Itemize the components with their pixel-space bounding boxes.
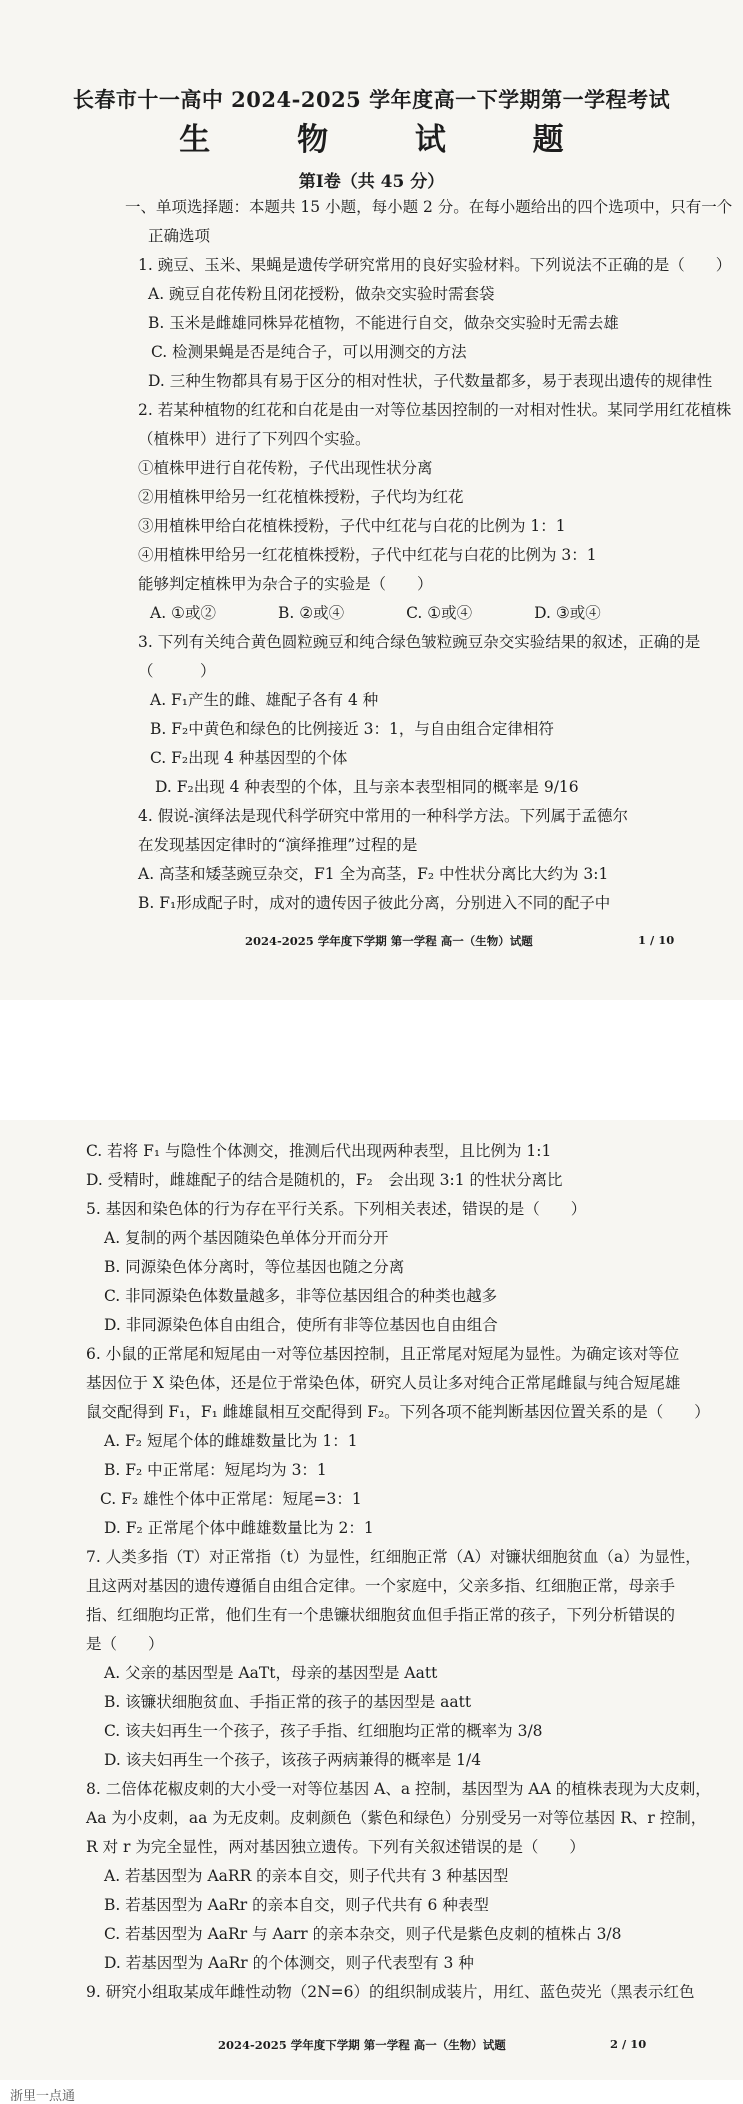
question-8-option-b: B. 若基因型为 AaRr 的亲本自交，则子代共有 6 种表型 xyxy=(104,1896,489,1914)
question-4-option-d: D. 受精时，雌雄配子的结合是随机的，F₂ 会出现 3:1 的性状分离比 xyxy=(86,1171,563,1189)
watermark: 浙里一点通 xyxy=(10,2088,76,2103)
question-7-option-a: A. 父亲的基因型是 AaTt，母亲的基因型是 Aatt xyxy=(104,1664,438,1682)
question-6-stem-cont-1: 基因位于 X 染色体，还是位于常染色体，研究人员让多对纯合正常尾雌鼠与纯合短尾雄 xyxy=(86,1374,681,1392)
question-7-option-c: C. 该夫妇再生一个孩子，孩子手指、红细胞均正常的概率为 3/8 xyxy=(104,1722,543,1740)
subject-title: 生 物 试 题 xyxy=(179,122,602,158)
question-6-stem-cont-2: 鼠交配得到 F₁，F₁ 雌雄鼠相互交配得到 F₂。下列各项不能判断基因位置关系的是（ ） xyxy=(86,1403,710,1421)
question-7-option-b: B. 该镰状细胞贫血、手指正常的孩子的基因型是 aatt xyxy=(104,1693,472,1711)
section-title: 第Ⅰ卷（共 45 分） xyxy=(298,172,445,192)
exam-page-2 xyxy=(0,1120,743,2080)
section-instruction-cont: 正确选项 xyxy=(148,227,211,245)
question-3-stem: 3. 下列有关纯合黄色圆粒豌豆和纯合绿色皱粒豌豆杂交实验结果的叙述，正确的是 xyxy=(138,633,701,651)
section-instruction: 一、单项选择题：本题共 15 小题，每小题 2 分。在每小题给出的四个选项中，只有一个 xyxy=(125,198,733,216)
question-2-experiment-4: ④用植株甲给另一红花植株授粉，子代中红花与白花的比例为 3：1 xyxy=(138,546,597,564)
question-2-options: A. ①或② B. ②或④ C. ①或④ D. ③或④ xyxy=(150,604,601,622)
question-6-stem: 6. 小鼠的正常尾和短尾由一对等位基因控制，且正常尾对短尾为显性。为确定该对等位 xyxy=(86,1345,680,1363)
question-8-stem-cont-1: Aa 为小皮刺，aa 为无皮刺。皮刺颜色（紫色和绿色）分别受另一对等位基因 R、r 控制， xyxy=(86,1809,707,1827)
page-gap xyxy=(0,1000,743,1120)
question-8-stem-cont-2: R 对 r 为完全显性，两对基因独立遗传。下列有关叙述错误的是（ ） xyxy=(86,1838,585,1856)
question-7-stem-cont-3: 是（ ） xyxy=(86,1635,164,1653)
question-1-option-a: A. 豌豆自花传粉且闭花授粉，做杂交实验时需套袋 xyxy=(148,285,495,303)
question-2-experiment-3: ③用植株甲给白花植株授粉，子代中红花与白花的比例为 1：1 xyxy=(138,517,566,535)
question-8-stem: 8. 二倍体花椒皮刺的大小受一对等位基因 A、a 控制，基因型为 AA 的植株表现为大皮刺， xyxy=(86,1780,711,1798)
question-3-option-b: B. F₂中黄色和绿色的比例接近 3：1，与自由组合定律相符 xyxy=(150,720,554,738)
question-8-option-a: A. 若基因型为 AaRR 的亲本自交，则子代共有 3 种基因型 xyxy=(104,1867,509,1885)
page-1-footer: 2024-2025 学年度下学期 第一学程 高一（生物）试题 xyxy=(245,934,533,948)
question-2-experiment-2: ②用植株甲给另一红花植株授粉，子代均为红花 xyxy=(138,488,464,506)
question-4-option-c: C. 若将 F₁ 与隐性个体测交，推测后代出现两种表型，且比例为 1:1 xyxy=(86,1142,552,1160)
exam-page-1 xyxy=(0,0,743,1000)
question-5-option-b: B. 同源染色体分离时，等位基因也随之分离 xyxy=(104,1258,405,1276)
question-6-option-c: C. F₂ 雄性个体中正常尾：短尾=3：1 xyxy=(100,1490,362,1508)
question-7-stem: 7. 人类多指（T）对正常指（t）为显性，红细胞正常（A）对镰状细胞贫血（a）为显性， xyxy=(86,1548,701,1566)
question-4-stem-cont: 在发现基因定律时的“演绎推理”过程的是 xyxy=(138,836,418,854)
question-4-stem: 4. 假说-演绎法是现代科学研究中常用的一种科学方法。下列属于孟德尔 xyxy=(138,807,628,825)
question-5-option-a: A. 复制的两个基因随染色单体分开而分开 xyxy=(104,1229,389,1247)
page-2-number: 2 / 10 xyxy=(610,2037,647,2051)
question-4-option-a: A. 高茎和矮茎豌豆杂交，F1 全为高茎，F₂ 中性状分离比大约为 3:1 xyxy=(138,865,609,883)
question-5-stem: 5. 基因和染色体的行为存在平行关系。下列相关表述，错误的是（ ） xyxy=(86,1200,587,1218)
question-8-option-c: C. 若基因型为 AaRr 与 Aarr 的亲本杂交，则子代是紫色皮刺的植株占 3/8 xyxy=(104,1925,622,1943)
question-9-stem: 9. 研究小组取某成年雌性动物（2N=6）的组织制成装片，用红、蓝色荧光（黑表示红色 xyxy=(86,1983,695,2001)
question-2-experiment-1: ①植株甲进行自花传粉，子代出现性状分离 xyxy=(138,459,433,477)
question-3-option-d: D. F₂出现 4 种表型的个体，且与亲本表型相同的概率是 9/16 xyxy=(155,778,579,796)
question-8-option-d: D. 若基因型为 AaRr 的个体测交，则子代表型有 3 种 xyxy=(104,1954,474,1972)
question-6-option-d: D. F₂ 正常尾个体中雌雄数量比为 2：1 xyxy=(104,1519,374,1537)
question-1-option-c: C. 检测果蝇是否是纯合子，可以用测交的方法 xyxy=(151,343,467,361)
page-2-footer: 2024-2025 学年度下学期 第一学程 高一（生物）试题 xyxy=(218,2038,506,2052)
question-1-stem: 1. 豌豆、玉米、果蝇是遗传学研究常用的良好实验材料。下列说法不正确的是（ ） xyxy=(138,256,732,274)
question-7-stem-cont-1: 且这两对基因的遗传遵循自由组合定律。一个家庭中，父亲多指、红细胞正常，母亲手 xyxy=(86,1577,676,1595)
question-3-option-c: C. F₂出现 4 种基因型的个体 xyxy=(150,749,348,767)
question-4-option-b: B. F₁形成配子时，成对的遗传因子彼此分离，分别进入不同的配子中 xyxy=(138,894,611,912)
question-7-option-d: D. 该夫妇再生一个孩子，该孩子两病兼得的概率是 1/4 xyxy=(104,1751,482,1769)
question-1-option-b: B. 玉米是雌雄同株异花植物，不能进行自交，做杂交实验时无需去雄 xyxy=(148,314,619,332)
question-2-stem-cont: （植株甲）进行了下列四个实验。 xyxy=(138,430,371,448)
page-1-number: 1 / 10 xyxy=(638,933,675,947)
question-2-prompt: 能够判定植株甲为杂合子的实验是（ ） xyxy=(138,575,433,593)
question-5-option-c: C. 非同源染色体数量越多，非等位基因组合的种类也越多 xyxy=(104,1287,498,1305)
question-6-option-b: B. F₂ 中正常尾：短尾均为 3：1 xyxy=(104,1461,327,1479)
question-3-stem-cont: （ ） xyxy=(138,662,216,680)
question-1-option-d: D. 三种生物都具有易于区分的相对性状，子代数量都多，易于表现出遗传的规律性 xyxy=(148,372,713,390)
question-7-stem-cont-2: 指、红细胞均正常，他们生有一个患镰状细胞贫血但手指正常的孩子，下列分析错误的 xyxy=(86,1606,676,1624)
question-3-option-a: A. F₁产生的雌、雄配子各有 4 种 xyxy=(150,691,379,709)
exam-title: 长春市十一高中 2024-2025 学年度高一下学期第一学程考试 xyxy=(72,87,671,112)
question-6-option-a: A. F₂ 短尾个体的雌雄数量比为 1：1 xyxy=(104,1432,358,1450)
question-2-stem: 2. 若某种植物的红花和白花是由一对等位基因控制的一对相对性状。某同学用红花植株 xyxy=(138,401,732,419)
question-5-option-d: D. 非同源染色体自由组合，使所有非等位基因也自由组合 xyxy=(104,1316,498,1334)
